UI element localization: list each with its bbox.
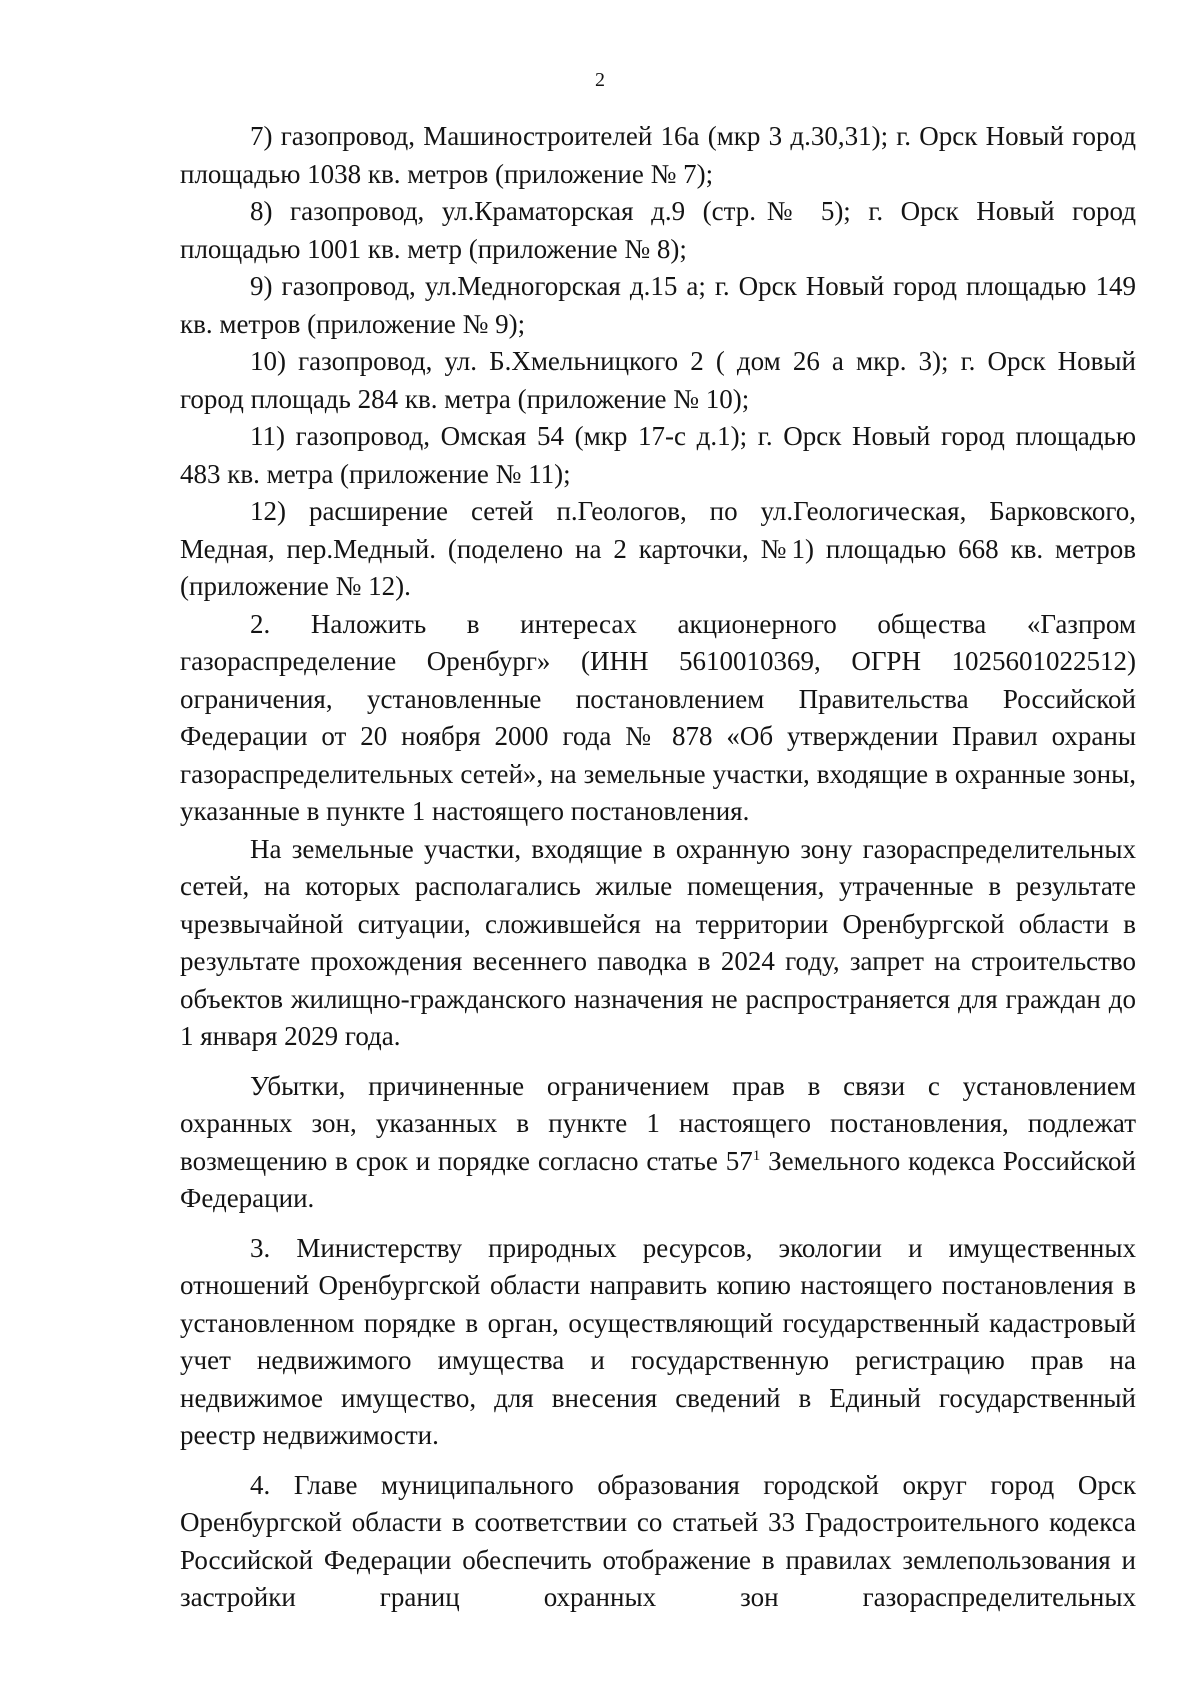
article-superscript: 1	[752, 1147, 761, 1164]
list-item-10: 10) газопровод, ул. Б.Хмельницкого 2 ( дом 26 а мкр. 3); г. Орск Новый город площадь 284 кв. метра (приложение № 10);	[180, 346, 1136, 414]
list-item-7: 7) газопровод, Машиностроителей 16а (мкр 3 д.30,31); г. Орск Новый город площадью 1038 кв. метров (приложение № 7);	[180, 121, 1136, 189]
paragraph-2-flood-exception: На земельные участки, входящие в охранную зону газораспределительных сетей, на которых располагались жилые помещения, утраченные в результате чрезвычайной ситуации, сложившейся на территории Оренбургской области в результате прохождения весеннего паводка в 2024 году, запрет на строительство объектов жилищно-гражданского назначения не распространяется для граждан до 1 января 2029 года.	[180, 833, 1136, 1051]
paragraph-4-municipality: 4. Главе муниципального образования городской округ город Орск Оренбургской области в соответствии со статьей 33 Градостроительного кодекса Российской Федерации обеспечить отображение в правилах землепользования и застройки границ охранных зон газораспределительных	[180, 1469, 1136, 1612]
list-item-11: 11) газопровод, Омская 54 (мкр 17-с д.1); г. Орск Новый город площадью 483 кв. метра (приложение № 11);	[180, 421, 1136, 489]
list-item-12: 12) расширение сетей п.Геологов, по ул.Геологическая, Барковского, Медная, пер.Медный. (поделено на 2 карточки, №1) площадью 668 кв. метров (приложение № 12).	[180, 496, 1136, 601]
losses-text-end: Земельного кодекса Российской Федерации.	[180, 1145, 1136, 1213]
list-item-8: 8) газопровод, ул.Краматорская д.9 (стр.№ 5); г. Орск Новый город площадью 1001 кв. метр (приложение № 8);	[180, 196, 1136, 264]
paragraph-3-ministry: 3. Министерству природных ресурсов, экологии и имущественных отношений Оренбургской области направить копию настоящего постановления в установленном порядке в орган, осуществляющий государственный кадастровый учет недвижимого имущества и государственную регистрацию прав на недвижимое имущество, для внесения сведений в Единый государственный реестр недвижимости.	[180, 1232, 1136, 1450]
list-item-9: 9) газопровод, ул.Медногорская д.15 а; г. Орск Новый город площадью 149 кв. метров (приложение № 9);	[180, 271, 1136, 339]
losses-text-start: Убытки, причиненные ограничением прав в связи с установлением охранных зон, указанных в пункте 1 настоящего постановления, подлежат возмещению в срок и порядке согласно статье 57	[180, 1070, 1136, 1176]
page-number: 2	[595, 69, 605, 91]
document-body	[180, 118, 1136, 1617]
paragraph-2-losses	[180, 1068, 1136, 1218]
paragraph-2-restrictions: 2. Наложить в интересах акционерного общества «Газпром газораспределение Оренбург» (ИНН 5610010369, ОГРН 1025601022512) ограничения, установленные постановлением Правительства Российской Федерации от 20 ноября 2000 года № 878 «Об утверждении Правил охраны газораспределительных сетей», на земельные участки, входящие в охранные зоны, указанные в пункте 1 настоящего постановления.	[180, 608, 1136, 826]
